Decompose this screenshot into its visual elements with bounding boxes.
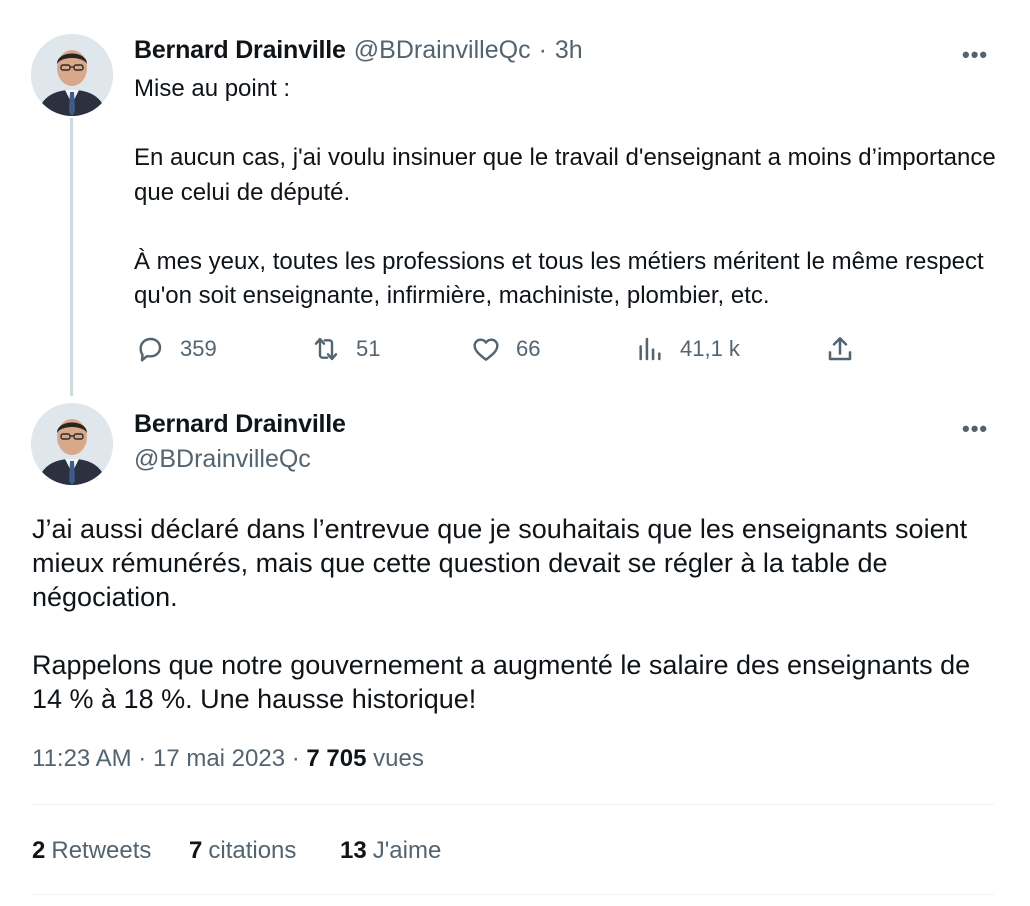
separator-dot: · [538, 36, 547, 64]
likes-stat[interactable] [340, 837, 441, 865]
retweets-stat-count: 2 [32, 837, 46, 864]
tweet-time[interactable]: 3h [554, 36, 583, 64]
tweet-time[interactable]: 11:23 AM [32, 745, 132, 772]
separator-dot: · [138, 745, 147, 772]
avatar-image [31, 403, 113, 485]
avatar[interactable] [31, 403, 113, 485]
author-handle[interactable]: @BDrainvilleQc [134, 445, 311, 473]
reply-icon [134, 333, 166, 365]
avatar[interactable] [31, 34, 113, 116]
retweet-button[interactable] [310, 333, 380, 365]
share-icon [824, 333, 856, 365]
reply-count: 359 [180, 336, 217, 361]
thread-connector-line [70, 118, 73, 396]
divider [32, 894, 994, 895]
like-count: 66 [516, 336, 541, 361]
quotes-stat[interactable] [189, 837, 296, 865]
author-name[interactable]: Bernard Drainville [134, 36, 346, 64]
share-button[interactable] [824, 333, 856, 365]
quotes-stat-label: citations [208, 837, 297, 864]
author-name[interactable]: Bernard Drainville [134, 410, 346, 438]
divider [32, 804, 994, 805]
views-label: vues [373, 745, 424, 772]
retweet-count: 51 [356, 336, 381, 361]
author-handle[interactable]: @BDrainvilleQc [353, 36, 531, 64]
tweet2-text: J’ai aussi déclaré dans l’entrevue que je souhaitais que les enseignants soient mieux rémunérés, mais que cette question devait se régler à la table de négociation. Rappelons que notre gouvernement a augmenté le salaire des enseignants de 14 % à 18 %. Une hausse historique! [32, 514, 971, 714]
more-icon[interactable]: ••• [962, 416, 989, 441]
tweet1-header [134, 36, 583, 65]
retweets-stat-label: Retweets [51, 837, 152, 864]
avatar-image [31, 34, 113, 116]
quotes-stat-count: 7 [189, 837, 203, 864]
likes-stat-label: J'aime [372, 837, 442, 864]
tweet-date[interactable]: 17 mai 2023 [152, 745, 286, 772]
like-button[interactable] [470, 333, 540, 365]
retweet-icon [310, 333, 342, 365]
tweet1-text: Mise au point : En aucun cas, j'ai voulu insinuer que le travail d'enseignant a moins d’importance que celui de député. À mes yeux, toutes les professions et tous les métiers méritent le même respect qu'on soit enseignante, infirmière, machiniste, plombier, etc. [134, 75, 996, 309]
retweets-stat[interactable] [32, 837, 151, 865]
views-count: 7 705 [306, 745, 367, 772]
tweet-timestamp-line [32, 745, 424, 773]
reply-button[interactable] [134, 333, 217, 365]
likes-stat-count: 13 [340, 837, 367, 864]
views-count: 41,1 k [680, 336, 740, 361]
views-button[interactable] [634, 333, 740, 365]
more-icon[interactable]: ••• [962, 42, 989, 67]
separator-dot: · [291, 745, 300, 772]
like-icon [470, 333, 502, 365]
views-icon [634, 333, 666, 365]
